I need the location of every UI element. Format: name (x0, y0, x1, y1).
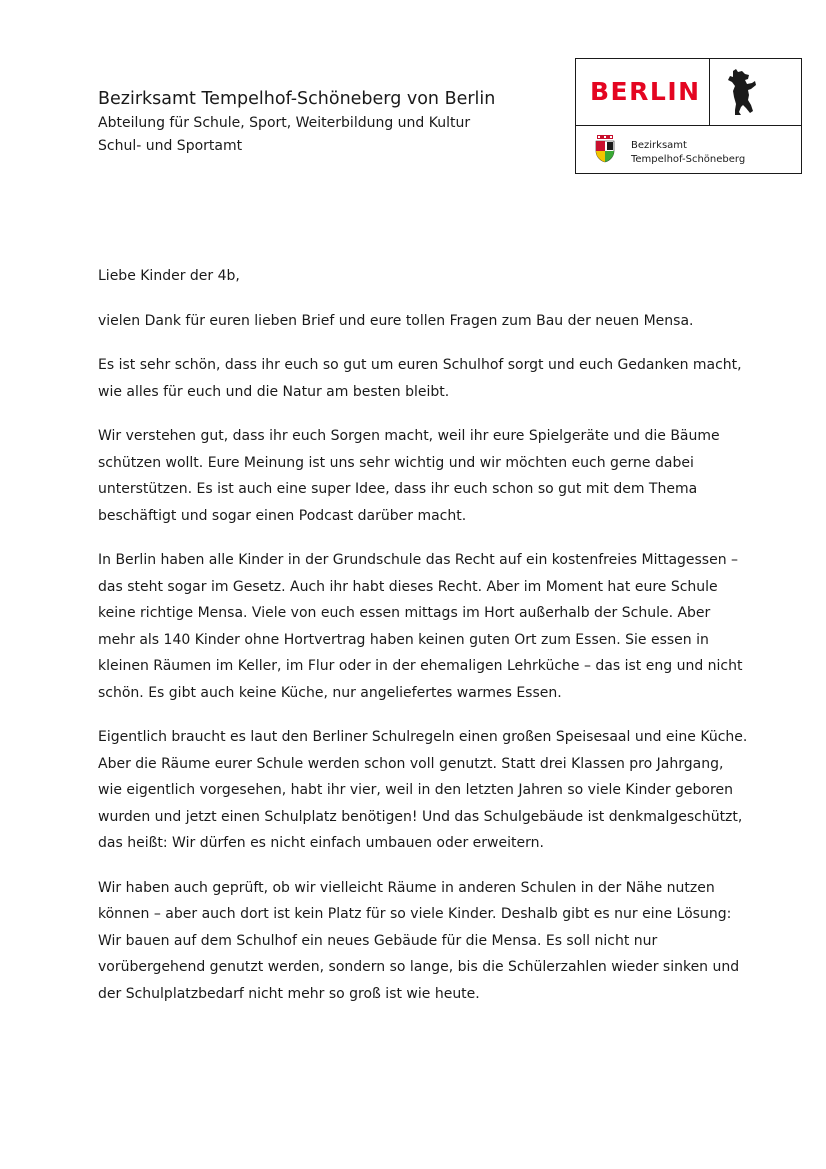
district-name (631, 139, 745, 167)
paragraph: Eigentlich braucht es laut den Berliner Schulregeln einen großen Speisesaal und eine Küche. Aber die Räume eurer Schule werden schon voll genutzt. Statt drei Klassen pro Jahrgang, wie eigentlich vorgesehen, habt ihr vier, weil in den letzten Jahren so viele Kinder geboren wurden und jetzt einen Schulplatz benötigen! Und das Schulgebäude ist denkmalgeschützt, das heißt: Wir dürfen es nicht einfach umbauen oder erweitern. (98, 729, 748, 851)
paragraph: Wir haben auch geprüft, ob wir vielleicht Räume in anderen Schulen in der Nähe nutzen können – aber auch dort ist kein Platz für so viele Kinder. Deshalb gibt es nur eine Lösung: Wir bauen auf dem Schulhof ein neues Gebäude für die Mensa. Es soll nicht nur vorübergehend genutzt werden, sondern so lange, bis die Schülerzahlen wieder sinken und der Schulplatzbedarf nicht mehr so groß ist wie heute. (98, 879, 740, 1002)
logo-top-row (576, 59, 801, 126)
logo-divider (709, 59, 710, 126)
letterhead (98, 86, 558, 158)
coat-of-arms-icon (594, 135, 616, 163)
greeting: Liebe Kinder der 4b, (98, 268, 240, 284)
berlin-wordmark: BERLIN (590, 77, 701, 106)
letter-body (98, 263, 750, 1025)
district-line-1: Bezirksamt (631, 140, 687, 151)
district-line-2: Tempelhof-Schöneberg (631, 154, 746, 165)
berlin-bear-icon (724, 67, 758, 117)
office-name: Schul- und Sportamt (98, 138, 243, 154)
paragraph: Es ist sehr schön, dass ihr euch so gut um euren Schulhof sorgt und euch Gedanken macht, wie alles für euch und die Natur am besten bleibt. (98, 357, 742, 400)
paragraph: vielen Dank für euren lieben Brief und eure tollen Fragen zum Bau der neuen Mensa. (98, 312, 694, 329)
department-name: Abteilung für Schule, Sport, Weiterbildung und Kultur (98, 115, 471, 131)
org-name: Bezirksamt Tempelhof-Schöneberg von Berlin (98, 89, 496, 109)
berlin-logo (575, 58, 802, 174)
paragraph: In Berlin haben alle Kinder in der Grundschule das Recht auf ein kostenfreies Mittagessen – das steht sogar im Gesetz. Auch ihr habt dieses Recht. Aber im Moment hat eure Schule keine richtige Mensa. Viele von euch essen mittags im Hort außerhalb der Schule. Aber mehr als 140 Kinder ohne Hortvertrag haben keinen guten Ort zum Essen. Sie essen in kleinen Räumen im Keller, im Flur oder in der ehemaligen Lehrküche – das ist eng und nicht schön. Es gibt auch keine Küche, nur angeliefertes warmes Essen. (98, 552, 743, 701)
paragraph: Wir verstehen gut, dass ihr euch Sorgen macht, weil ihr eure Spielgeräte und die Bäume schützen wollt. Eure Meinung ist uns sehr wichtig und wir möchten euch gerne dabei unterstützen. Es ist auch eine super Idee, dass ihr euch schon so gut mit dem Thema beschäftigt und sogar einen Podcast darüber macht. (98, 428, 720, 524)
